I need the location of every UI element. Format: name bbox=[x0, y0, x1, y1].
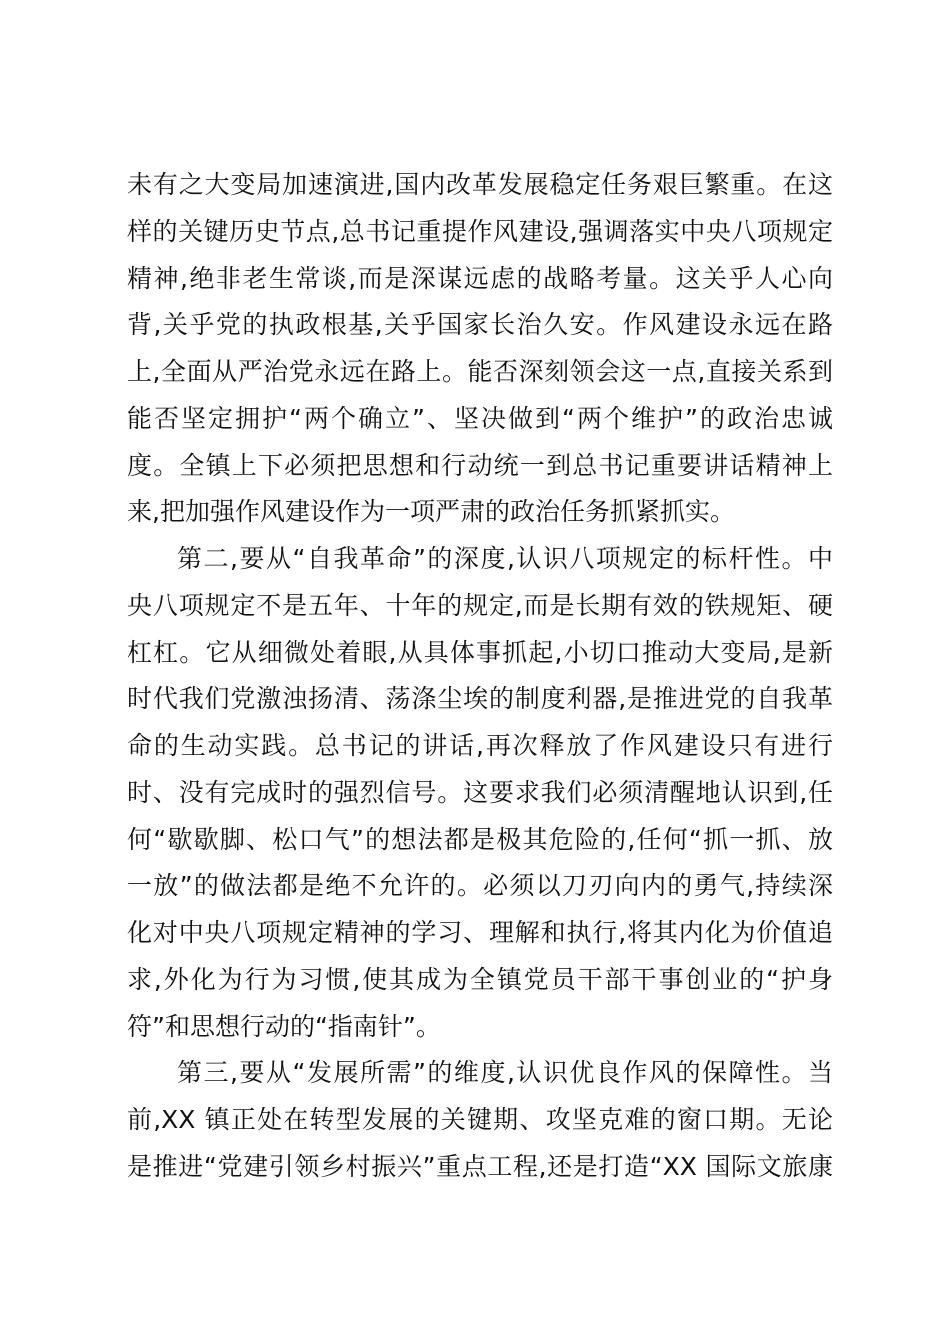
text-line: 命的生动实践。总书记的讲话,再次释放了作风建设只有进行 bbox=[127, 731, 833, 760]
text-line: 前,XX 镇正处在转型发展的关键期、攻坚克难的窗口期。无论 bbox=[127, 1105, 833, 1134]
text-line: 上,全面从严治党永远在路上。能否深刻领会这一点,直接关系到 bbox=[127, 357, 833, 386]
text-line: 时、没有完成时的强烈信号。这要求我们必须清醒地认识到,任 bbox=[127, 777, 833, 807]
text-line: 求,外化为行为习惯,使其成为全镇党员干部干事创业的“护身 bbox=[127, 964, 833, 994]
paragraph-start-line: 第二,要从“自我革命”的深度,认识八项规定的标杆性。中 bbox=[177, 544, 833, 573]
text-line: 一放”的做法都是绝不允许的。必须以刀刃向内的勇气,持续深 bbox=[127, 871, 833, 901]
text-line: 度。全镇上下必须把思想和行动统一到总书记重要讲话精神上 bbox=[127, 450, 833, 480]
text-line: 化对中央八项规定精神的学习、理解和执行,将其内化为价值追 bbox=[127, 918, 833, 947]
text-line: 来,把加强作风建设作为一项严肃的政治任务抓紧抓实。 bbox=[127, 497, 735, 527]
document-body bbox=[127, 162, 833, 1191]
text-line: 符”和思想行动的“指南针”。 bbox=[127, 1011, 441, 1041]
text-line: 何“歇歇脚、松口气”的想法都是极其危险的,任何“抓一抓、放 bbox=[127, 824, 833, 854]
text-line: 是推进“党建引领乡村振兴”重点工程,还是打造“XX 国际文旅康 bbox=[127, 1151, 833, 1181]
text-line: 能否坚定拥护“两个确立”、坚决做到“两个维护”的政治忠诚 bbox=[127, 403, 833, 433]
text-line: 杠杠。它从细微处着眼,从具体事抓起,小切口推动大变局,是新 bbox=[127, 637, 833, 667]
text-line: 央八项规定不是五年、十年的规定,而是长期有效的铁规矩、硬 bbox=[127, 590, 833, 620]
text-line: 未有之大变局加速演进,国内改革发展稳定任务艰巨繁重。在这 bbox=[127, 170, 833, 199]
text-line: 时代我们党激浊扬清、荡涤尘埃的制度利器,是推进党的自我革 bbox=[127, 684, 833, 714]
text-line: 精神,绝非老生常谈,而是深谋远虑的战略考量。这关乎人心向 bbox=[127, 263, 833, 293]
paragraph-start-line: 第三,要从“发展所需”的维度,认识优良作风的保障性。当 bbox=[177, 1058, 833, 1088]
text-line: 样的关键历史节点,总书记重提作风建设,强调落实中央八项规定 bbox=[127, 216, 833, 246]
text-line: 背,关乎党的执政根基,关乎国家长治久安。作风建设永远在路 bbox=[127, 310, 833, 340]
